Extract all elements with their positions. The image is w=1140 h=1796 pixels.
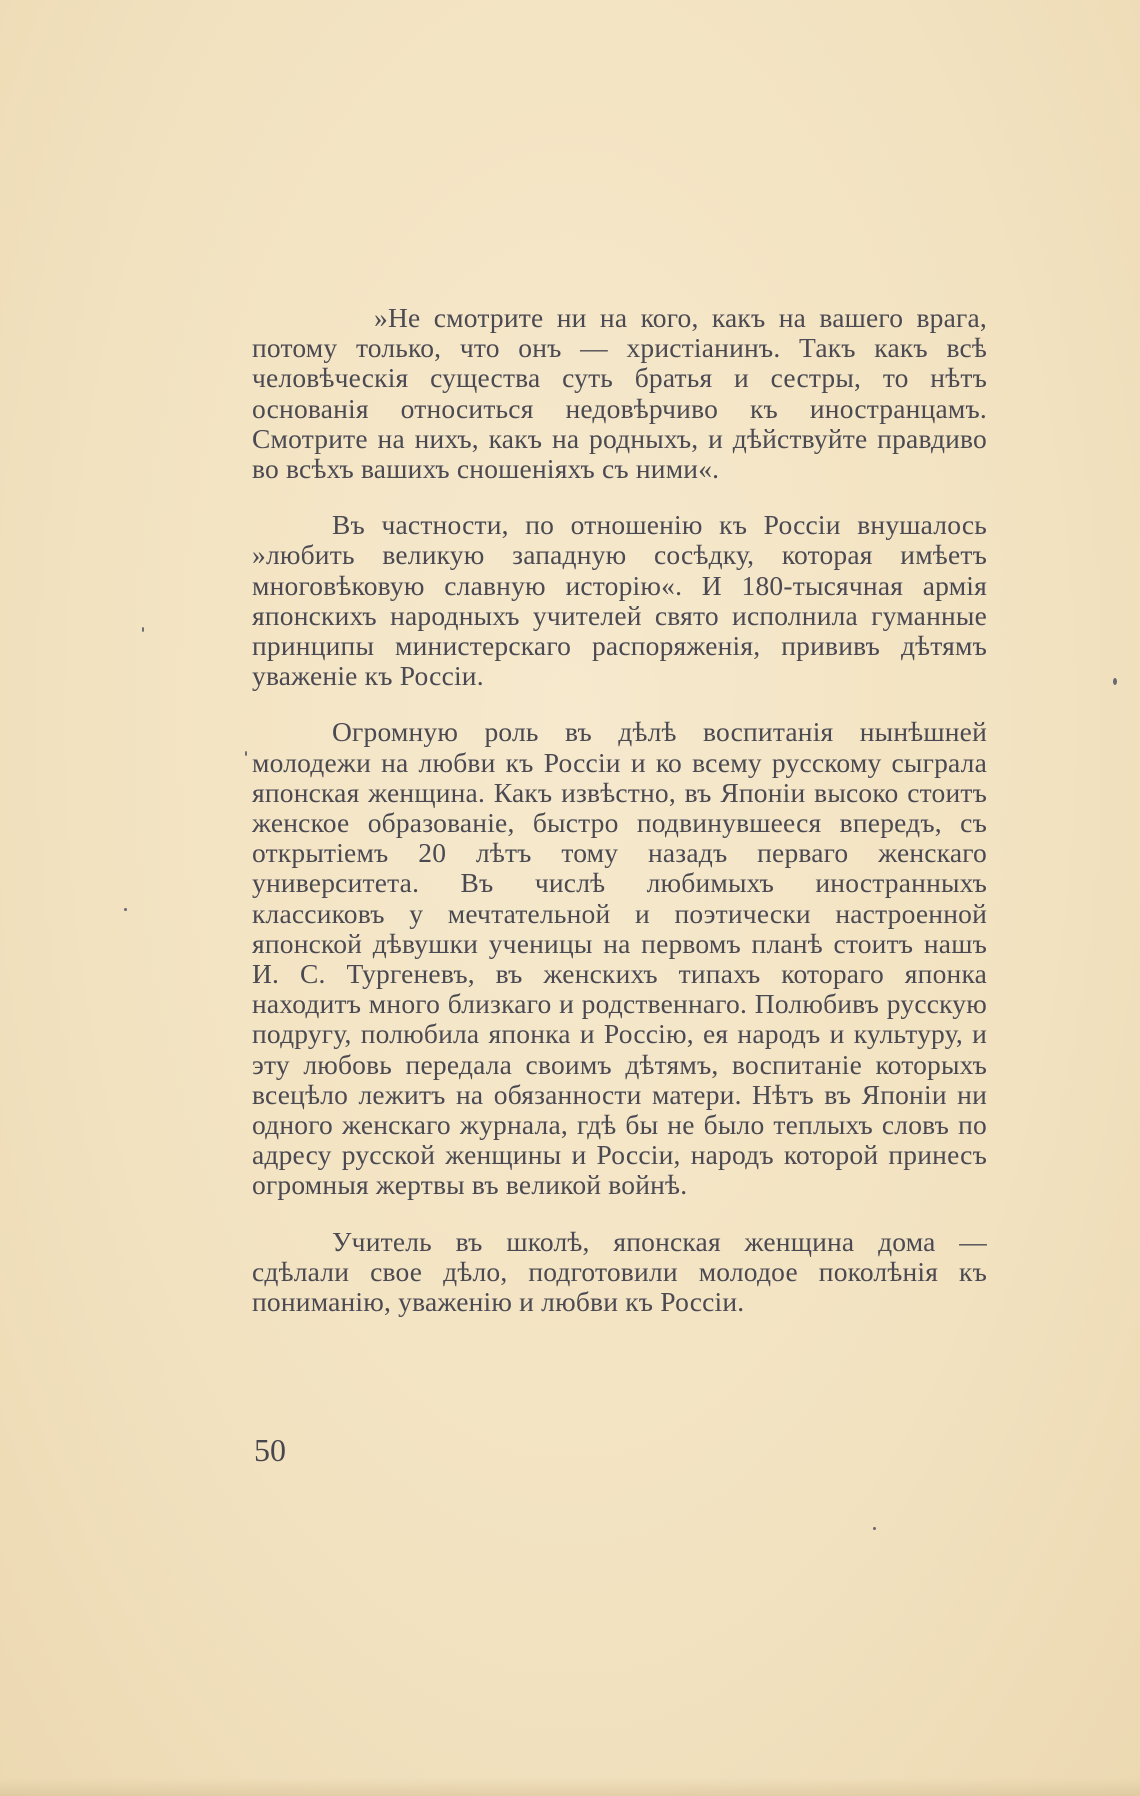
paragraph-japanese-woman: Огромную роль въ дѣлѣ воспитанія нынѣшней молодежи на любви къ Россіи и ко всему русскому сыграла японская женщина. Какъ извѣстно, въ Японіи высоко стоитъ женское образованіе, быстро подвинувшееся впередъ, съ открытіемъ 20 лѣтъ тому назадъ перваго женскаго университета. Въ числѣ любимыхъ иностранныхъ классиковъ у мечтательной и поэтически настроенной японской дѣвушки ученицы на первомъ планѣ стоитъ нашъ И. С. Тургеневъ, въ женскихъ типахъ котораго японка находитъ много близкаго и родственнаго. Полюбивъ русскую подругу, полюбила японка и Россію, ея народъ и культуру, и эту любовь передала своимъ дѣтямъ, воспитаніе которыхъ всецѣло лежитъ на обязанности матери. Нѣтъ въ Японіи ни одного женскаго журнала, гдѣ бы не было теплыхъ словъ по адресу русской женщины и Россіи, народъ которой принесъ огромныя жертвы въ великой войнѣ. bbox=[252, 716, 987, 1201]
ink-speck bbox=[245, 751, 247, 756]
page-number: 50 bbox=[254, 1432, 286, 1468]
body-text bbox=[252, 303, 987, 1343]
ink-speck bbox=[873, 1527, 876, 1530]
page-edge-shadow bbox=[0, 1778, 1140, 1796]
paragraph-teacher: Учитель въ школѣ, японская женщина дома — сдѣлали свое дѣло, подготовили молодое поколѣнія къ пониманію, уваженію и любви къ Россіи. bbox=[252, 1225, 987, 1318]
ink-speck bbox=[124, 908, 127, 911]
paragraph-quote: »Не смотрите ни на кого, какъ на вашего врага, потому только, что онъ — христіанинъ. Такъ какъ всѣ человѣческія существа суть братья и сестры, то нѣтъ основанія относиться недовѣрчиво къ иностранцамъ. Смотрите на нихъ, какъ на родныхъ, и дѣйствуйте правдиво во всѣхъ вашихъ сношеніяхъ съ ними«. bbox=[252, 302, 987, 485]
paragraph-russia: Въ частности, по отношенію къ Россіи внушалось »любить великую западную сосѣдку, которая имѣетъ многовѣковую славную исторію«. И 180-тысячная армія японскихъ народныхъ учителей свято исполнила гуманные принципы министерскаго распоряженія, прививъ дѣтямъ уваженіе къ Россіи. bbox=[252, 509, 987, 692]
ink-speck bbox=[142, 627, 144, 632]
ink-speck bbox=[1113, 678, 1117, 685]
